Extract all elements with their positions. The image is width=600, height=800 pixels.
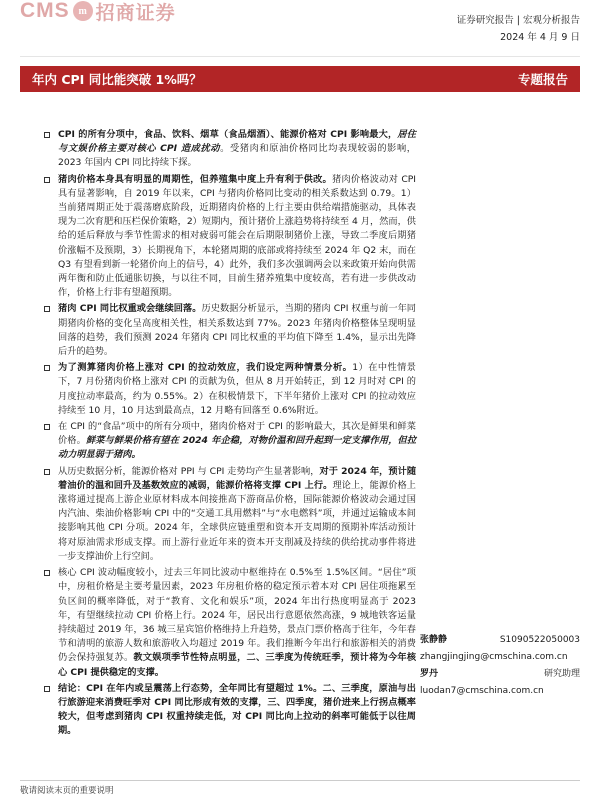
bullet-text-segment: 核心 CPI 波动幅度较小，过去三年同比波动中枢维持在 0.5%至 1.5%区间。“居住”项中，房租价格是主要考量因素，2023 年房租价格的稳定预示着本对 CPI 居住项拖累至负区间的概率降低，对于“教育、文化和娱乐”项，2024 年出行热度明显高于 2023 年，有望继续拉动 CPI 价格上行。2024 年，居民出行意愿依然高涨，9 城地铁客运量持续超过 2019 年，36 城三星宾馆价格维持上升趋势，景点门票价格高于往年，今年春节和清明的旅游人数和旅游收入均超过 2019 年。我们推断今年出行和旅游相关的消费仍会保持强复苏。 (58, 567, 416, 664)
page-header (0, 0, 600, 52)
square-bullet-icon (44, 469, 50, 475)
analyst-email[interactable]: luodan7@cmschina.com.cn (420, 686, 544, 696)
logo-text-cn: 招商证券 (95, 1, 176, 24)
summary-bullet-item (44, 420, 416, 463)
bullet-text-segment: CPI 的所有分项中，食品、饮料、烟草（食品烟酒）、能源价格对 CPI 影响最大， (58, 129, 398, 140)
bullet-text-segment: 1）在中性情景下，7 月份猪肉价格上涨对 CPI 的贡献为负，但从 8 月开始转正，到 12 月时对 CPI 的月度拉动率最高，约为 0.55%。2）在积极情景下，下半年猪价上涨对 CPI 的拉动效应持续至 10 月，10 月达到最高点，12 月略有回落至 0.6%附近。 (58, 362, 416, 416)
report-date: 2024 年 4 月 9 日 (500, 32, 580, 43)
summary-bullet-item (44, 682, 416, 739)
summary-bullet-item (44, 128, 416, 171)
bullet-text-segment: 对于 2024 年，预计随着油价的温和回升及基数效应的减弱，能源价格将支撑 CPI 上行。 (58, 465, 417, 491)
analyst-row (420, 666, 580, 683)
bullet-text-segment: 为了测算猪肉价格上涨对 CPI 的拉动效应，我们设定两种情景分析。 (58, 362, 353, 374)
title-banner (20, 66, 580, 92)
bullet-text-segment: 历史数据分析显示，当期的猪肉 CPI 权重与前一年同期猪肉价格的变化呈高度相关性，相关系数达到 77%。2023 年猪肉价格整体呈现明显回落的趋势，我们预测 2024 年猪肉 CPI 同比权重的平均值下降至 1.4%，显示出先降后升的趋势。 (58, 303, 416, 358)
summary-bullet-item (44, 302, 416, 359)
header-meta (457, 12, 580, 46)
square-bullet-icon (44, 570, 50, 576)
bullet-text-segment: 理论上，能源价格上涨将通过提高上游企业原材料成本间接推高下游商品价格，国际能源价格波动会通过国内汽油、柴油价格影响 CPI 中的“交通工具用燃料”与“水电燃料”项，并通过运输成本间接影响其他 CPI 分项。2024 年，全球供应链重塑和资本开支周期的预期补库活动预计将对原油需求形成支撑。而上游行业近年来的资本开支削减及持续的供给扰动事件将进一步支撑油价上行空间。 (58, 479, 416, 562)
square-bullet-icon (44, 177, 50, 183)
analyst-email[interactable]: zhangjingjing@cmschina.com.cn (420, 652, 568, 662)
summary-bullet-item (44, 465, 416, 564)
bullet-text-segment: 结论：CPI 在年内或呈震荡上行态势，全年同比有望超过 1%。二、三季度，原油与出行旅游迎来消费旺季对 CPI 同比形成有效的支撑，三、四季度，猪价进来上行拐点概率较大，但考虑到猪肉 CPI 权重持续走低，对 CPI 同比向上拉动的斜率可能低于以往周期。 (58, 682, 416, 737)
bullet-text-segment: 。受猪肉和原油价格同比均表现较弱的影响，2023 年国内 CPI 同比持续下探。 (58, 143, 416, 169)
footer-disclaimer: 敬请阅读末页的重要说明 (20, 786, 114, 796)
logo-text-en: CMS (20, 0, 70, 22)
footer-divider (20, 780, 580, 781)
square-bullet-icon (44, 424, 50, 430)
analyst-role: 研究助理 (543, 669, 580, 679)
summary-bullet-item (44, 173, 416, 301)
bullet-text-segment: 猪肉价格本身具有明显的周期性，但养殖集中度上升有利于供改。 (58, 173, 333, 185)
analyst-name: 罗丹 (420, 669, 439, 679)
bullet-text-segment: 猪肉价格波动对 CPI 具有显著影响，自 2019 年以来，CPI 与猪肉价格同比变动的相关系数达到 0.79。1）当前猪周期正处于震荡磨底阶段，近期猪肉价格的上行主要由供给端措施驱动，具体表现为二次育肥和压栏保价策略，2）短期内，预计猪价上涨趋势将持续至 4 月，然而，供给的延后释放与季节性需求的相对疲弱可能会在后期限制猪价上涨，导致二季度后期猪价涨幅不及预期，3）长期视角下，本轮猪周期的底部或将持续至 2024 年 Q2 末，而在 Q3 有望看到新一轮猪价向上的信号，4）此外，我们多次强调两会以来政策开始向供需两年衡和防止低通胀切换，与以往不同，目前生猪养殖集中度较高，若有进一步供改动作，价格上行非有望超预期。 (58, 173, 417, 299)
bullet-text-segment: 鲜菜与鲜果价格有望在 2024 年企稳，对物价温和回升起到一定支撑作用，但拉动力明显弱于猪肉。 (58, 435, 417, 461)
square-bullet-icon (44, 686, 50, 692)
summary-bullet-item (44, 361, 416, 418)
report-title: 年内 CPI 同比能突破 1%吗？ (32, 72, 202, 87)
square-bullet-icon (44, 306, 50, 312)
cms-logo (20, 0, 176, 22)
summary-bullet-item (44, 566, 416, 680)
square-bullet-icon (44, 365, 50, 371)
analyst-name: 张静静 (420, 635, 448, 645)
report-category-tag: 专题报告 (517, 72, 568, 87)
summary-bullets (44, 128, 416, 741)
analyst-row (420, 632, 580, 649)
analyst-block (420, 632, 580, 700)
header-divider (20, 56, 580, 57)
bullet-text-segment: 猪肉 CPI 同比权重或会继续回落。 (58, 303, 202, 315)
logo-badge-icon: m (73, 1, 93, 21)
bullet-text-segment: 在 CPI 的“食品”项中的所有分项中，猪肉价格对于 CPI 的影响最大，其次是鲜果和鲜菜价格。 (58, 421, 416, 447)
square-bullet-icon (44, 132, 50, 138)
bullet-text-segment: 居住与文娱价格主要对核心 CPI 造成扰动 (58, 129, 416, 155)
bullet-text-segment: 教文娱项季节性特点明显，二、三季度为传统旺季，预计将为今年核心 CPI 提供稳定的支撑。 (58, 652, 417, 678)
report-type: 证券研究报告 | 宏观分析报告 (456, 15, 580, 26)
bullet-text-segment: 从历史数据分析，能源价格对 PPI 与 CPI 走势均产生显著影响， (58, 465, 320, 477)
analyst-cert: S1090522050003 (499, 635, 580, 645)
